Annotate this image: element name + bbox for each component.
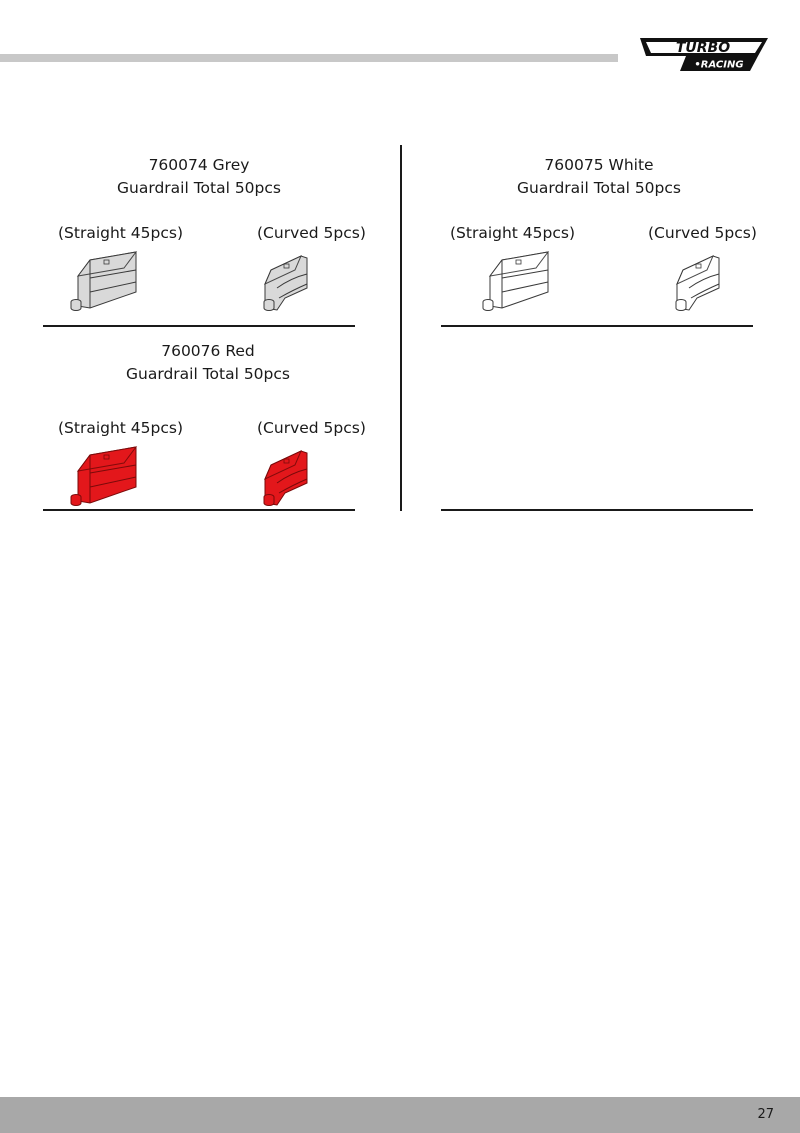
straight-label: (Straight 45pcs) (450, 224, 576, 242)
product-subtitle: Guardrail Total 50pcs (126, 365, 290, 383)
section-rule (441, 509, 753, 511)
logo-wordmark: TURBO (675, 40, 731, 56)
curved-label: (Curved 5pcs) (257, 419, 366, 437)
column-divider (400, 145, 402, 511)
header-rule (0, 54, 618, 62)
straight-guardrail-grey (68, 248, 140, 314)
product-code-title: 760076 Red (161, 342, 255, 360)
straight-guardrail-red (68, 443, 140, 509)
curved-guardrail-white (667, 248, 739, 314)
curved-label: (Curved 5pcs) (257, 224, 366, 242)
curved-label: (Curved 5pcs) (648, 224, 757, 242)
curved-guardrail-grey (255, 248, 327, 314)
product-subtitle: Guardrail Total 50pcs (517, 179, 681, 197)
turbo-racing-logo (636, 32, 772, 76)
section-rule (43, 509, 355, 511)
section-rule (43, 325, 355, 327)
section-heading-white (443, 154, 755, 200)
curved-guardrail-red (255, 443, 327, 509)
product-code-title: 760075 White (544, 156, 654, 174)
section-heading-grey (43, 154, 355, 200)
section-rule (441, 325, 753, 327)
product-subtitle: Guardrail Total 50pcs (117, 179, 281, 197)
footer-bar (0, 1097, 800, 1133)
product-code-title: 760074 Grey (148, 156, 250, 174)
straight-label: (Straight 45pcs) (58, 224, 184, 242)
straight-label: (Straight 45pcs) (58, 419, 184, 437)
section-heading-red (52, 340, 364, 386)
logo-subtext: •RACING (694, 59, 744, 71)
page-number: 27 (757, 1107, 774, 1122)
straight-guardrail-white (480, 248, 552, 314)
